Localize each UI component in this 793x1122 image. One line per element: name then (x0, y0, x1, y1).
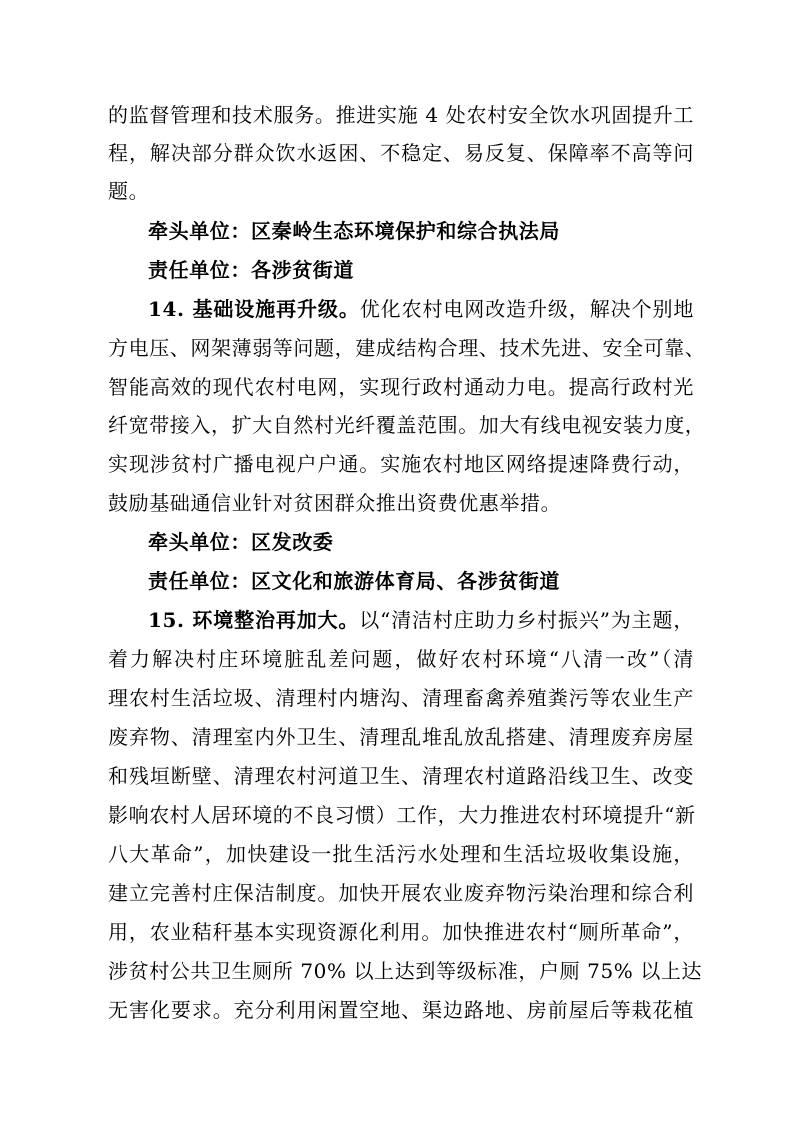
paragraph-line: 着力解决村庄环境脏乱差问题，做好农村环境“八清一改”（清 (108, 647, 694, 671)
paragraph-line: 纤宽带接入，扩大自然村光纤覆盖范围。加大有线电视安装力度， (108, 413, 706, 437)
paragraph-line: 智能高效的现代农村电网，实现行政村通动力电。提高行政村光 (108, 375, 694, 399)
paragraph-line: 八大革命”，加快建设一批生活污水处理和生活垃圾收集设施， (108, 842, 694, 866)
paragraph-line: 废弃物、清理室内外卫生、清理乱堆乱放乱搭建、清理废弃房屋 (108, 725, 694, 749)
section-14-text: 优化农村电网改造升级，解决个别地 (359, 297, 694, 321)
paragraph-line: 和残垣断壁、清理农村河道卫生、清理农村道路沿线卫生、改变 (108, 764, 694, 788)
section-15-line (148, 601, 694, 639)
paragraph-line: 涉贫村公共卫生厕所 70% 以上达到等级标准，户厕 75% 以上达 (108, 959, 703, 983)
paragraph-line: 无害化要求。充分利用闲置空地、渠边路地、房前屋后等栽花植 (108, 998, 694, 1022)
paragraph-line: 建立完善村庄保洁制度。加快开展农业废弃物污染治理和综合利 (108, 881, 694, 905)
lead-unit-line: 牵头单位：区秦岭生态环境保护和综合执法局 (148, 219, 560, 243)
paragraph-line: 实现涉贫村广播电视户户通。实施农村地区网络提速降费行动， (108, 452, 694, 476)
section-14-heading: 14. 基础设施再升级。 (148, 297, 360, 321)
responsible-unit-line: 责任单位：各涉贫街道 (148, 258, 354, 282)
paragraph-line: 方电压、网架薄弱等问题，建成结构合理、技术先进、安全可靠、 (108, 336, 706, 360)
paragraph-line: 影响农村人居环境的不良习惯）工作，大力推进农村环境提升“新 (108, 803, 696, 827)
paragraph-line: 理农村生活垃圾、清理村内塘沟、清理畜禽养殖粪污等农业生产 (108, 686, 694, 710)
paragraph-line: 用，农业秸秆基本实现资源化利用。加快推进农村“厕所革命”， (108, 920, 694, 944)
paragraph-line: 鼓励基础通信业针对贫困群众推出资费优惠举措。 (108, 491, 562, 515)
paragraph-line: 程，解决部分群众饮水返困、不稳定、易反复、保障率不高等问 (108, 141, 694, 165)
section-15-heading: 15. 环境整治再加大。 (148, 608, 360, 632)
paragraph-line: 题。 (108, 179, 150, 203)
section-15-text: 以“清洁村庄助力乡村振兴”为主题， (359, 608, 694, 632)
responsible-unit-line: 责任单位：区文化和旅游体育局、各涉贫街道 (148, 569, 560, 593)
paragraph-line: 的监督管理和技术服务。推进实施 4 处农村安全饮水巩固提升工 (108, 103, 694, 127)
lead-unit-line: 牵头单位：区发改委 (148, 530, 334, 554)
section-14-line (148, 290, 694, 328)
